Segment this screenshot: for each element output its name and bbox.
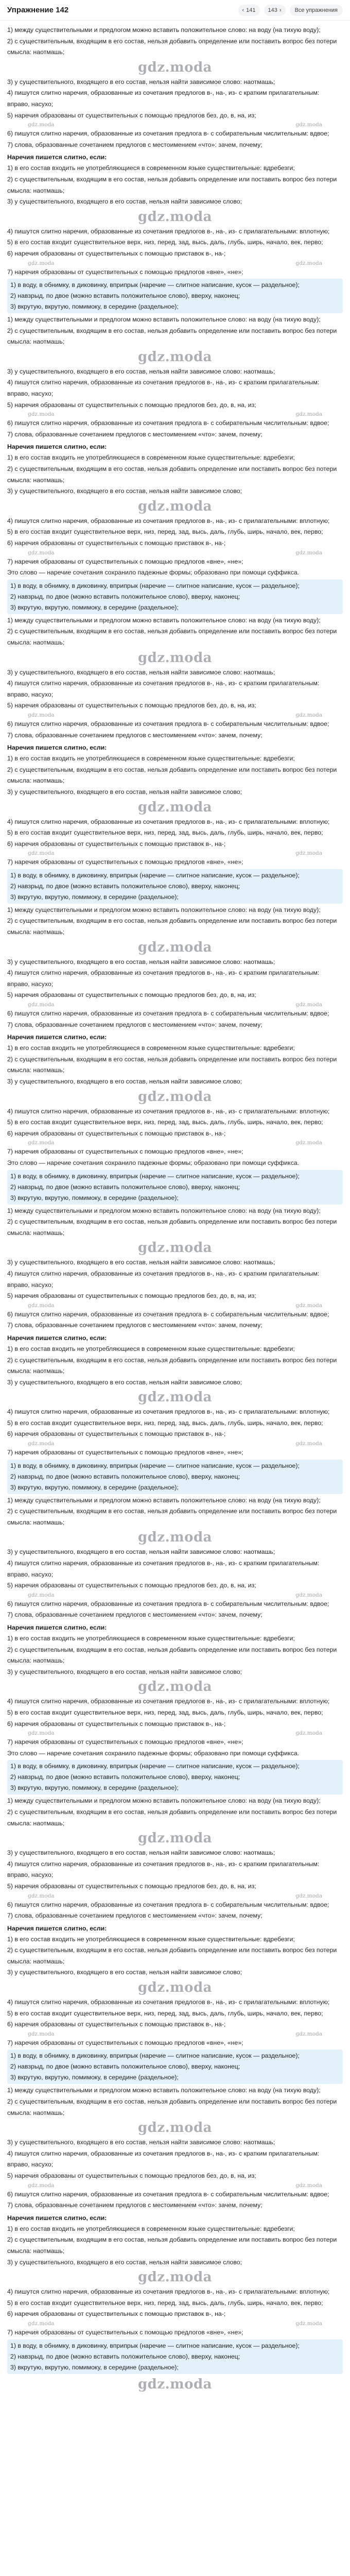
watermark-small: gdz.moda xyxy=(295,122,322,128)
list-item: 1) между существительными и предлогом можно вставить положительное слово: на воду (на тихую воду); xyxy=(7,2087,321,2094)
list-item: 5) наречия образованы от существительных с помощью предлогов без, до, в, на, из; xyxy=(7,111,256,119)
list-item: 6) пишутся слитно наречия, образованные из сочетания предлога в- с собирательным числительным: вдвое; xyxy=(7,1010,329,1018)
list-item: 4) пишутся слитно наречия, образованные из сочетания предлогов в-, на-, из- с кратким прилагательным: вправо, насухо; xyxy=(7,89,320,108)
watermark-row xyxy=(7,121,343,128)
block-heading: Наречия пишется слитно, если: xyxy=(7,1924,107,1932)
watermark-row xyxy=(7,850,343,857)
watermark-small: gdz.moda xyxy=(28,2030,55,2037)
list-item: 7) наречия образованы от существительных с помощью предлогов «вне», «не»; xyxy=(7,2039,243,2046)
list-item: 1) в его состав входить не употребляющиеся в современном языке существительные: вдребезги; xyxy=(7,2225,295,2232)
list-item: 3) у существительного, входящего в его состав, нельзя найти зависимое слово; xyxy=(7,1378,242,1386)
watermark: gdz.moda xyxy=(137,2269,213,2285)
watermark: gdz.moda xyxy=(137,1980,213,1996)
watermark: gdz.moda xyxy=(137,1679,213,1695)
list-item: 6) наречия образованы от существительных с помощью приставок в-, на-; xyxy=(7,840,226,848)
list-item: 5) в его состав входит существительное верх, низ, перед, зад, высь, даль, глубь, ширь, начало, век, перво; xyxy=(7,239,323,246)
list-item: 7) слова, образованные сочетанием предлогов с местоимением «что»: зачем, почему; xyxy=(7,1021,262,1028)
list-item: 1) между существительными и предлогом можно вставить положительное слово: на воду (на тихую воду); xyxy=(7,1496,321,1504)
exercise-navigation xyxy=(238,5,343,16)
answer-highlight xyxy=(7,2340,343,2374)
list-item: 2) с существительным, входящим в его состав, нельзя добавить определение или поставить вопрос без потери смысла: наотмашь; xyxy=(7,2098,337,2116)
answer-item: 1) в воду, в обнимку, в диковинку, вприпрык (наречие — слитное написание, кусок — раздельное); xyxy=(10,871,300,879)
watermark-small: gdz.moda xyxy=(295,2320,322,2327)
list-item: 4) пишутся слитно наречия, образованные из сочетания предлогов в-, на-, из- с прилагательными: вплотную; xyxy=(7,1698,330,1705)
list-item: 5) в его состав входит существительное верх, низ, перед, зад, высь, даль, глубь, ширь, начало, век, перво; xyxy=(7,2009,323,2017)
watermark-row xyxy=(7,1440,343,1447)
block-heading: Наречия пишется слитно, если: xyxy=(7,744,107,752)
list-item: 2) с существительным, входящим в его состав, нельзя добавить определение или поставить вопрос без потери смысла: наотмашь; xyxy=(7,628,337,646)
list-item: 7) слова, образованные сочетанием предлогов с местоимением «что»: зачем, почему; xyxy=(7,141,262,148)
watermark-small: gdz.moda xyxy=(28,1591,55,1598)
watermark-small: gdz.moda xyxy=(28,122,55,128)
watermark-row xyxy=(7,1730,343,1737)
list-item: 2) с существительным, входящим в его состав, нельзя добавить определение или поставить вопрос без потери смысла: наотмашь; xyxy=(7,1646,337,1665)
list-item: 2) с существительным, входящим в его состав, нельзя добавить определение или поставить вопрос без потери смысла: наотмашь; xyxy=(7,1218,337,1236)
answer-item: 1) в воду, в обнимку, в диковинку, вприпрык (наречие — слитное написание, кусок — раздельное); xyxy=(10,1172,300,1180)
list-item: 3) у существительного, входящего в его состав, нельзя найти зависимое слово: наотмашь; xyxy=(7,78,275,86)
list-item: 7) слова, образованные сочетанием предлогов с местоимением «что»: зачем, почему; xyxy=(7,2201,262,2209)
list-item: 5) наречия образованы от существительных с помощью предлогов без, до, в, на, из; xyxy=(7,401,256,409)
block-heading: Наречия пишется слитно, если: xyxy=(7,1624,107,1631)
list-item: 4) пишутся слитно наречия, образованные из сочетания предлогов в-, на-, из- с кратким прилагательным: вправо, насухо; xyxy=(7,2149,320,2168)
list-item: 2) с существительным, входящим в его состав, нельзя добавить определение или поставить вопрос без потери смысла: наотмашь; xyxy=(7,37,337,56)
watermark-small: gdz.moda xyxy=(295,1440,322,1447)
list-item: 2) с существительным, входящим в его состав, нельзя добавить определение или поставить вопрос без потери смысла: наотмашь; xyxy=(7,1808,337,1827)
list-item: 4) пишутся слитно наречия, образованные из сочетания предлогов в-, на-, из- с прилагательными: вплотную; xyxy=(7,227,330,235)
watermark-small: gdz.moda xyxy=(295,1302,322,1309)
next-exercise-button[interactable] xyxy=(264,5,286,16)
list-item: 2) с существительным, входящим в его состав, нельзя добавить определение или поставить вопрос без потери смысла: наотмашь; xyxy=(7,1356,337,1375)
answer-item: 2) навзрыд, по двое (можно вставить положительное слово), вверху, наконец; xyxy=(10,1183,240,1191)
list-item: 3) у существительного, входящего в его состав, нельзя найти зависимое слово: наотмашь; xyxy=(7,1548,275,1556)
list-item: 6) наречия образованы от существительных с помощью приставок в-, на-; xyxy=(7,2021,226,2028)
prev-exercise-label: 141 xyxy=(246,7,256,13)
list-item: 1) между существительными и предлогом можно вставить положительное слово: на воду (на тихую воду); xyxy=(7,906,321,913)
answer-item: 3) вкрутую, вкрутую, помимоку, в середине (раздельное); xyxy=(10,1194,179,1201)
list-item: 5) наречия образованы от существительных с помощью предлогов без, до, в, на, из; xyxy=(7,1582,256,1589)
exercise-header xyxy=(0,0,350,21)
answer-highlight xyxy=(7,869,343,904)
list-item: 4) пишутся слитно наречия, образованные из сочетания предлогов в-, на-, из- с кратким прилагательным: вправо, насухо; xyxy=(7,969,320,988)
watermark-small: gdz.moda xyxy=(295,1892,322,1899)
list-item: 5) в его состав входит существительное верх, низ, перед, зад, высь, даль, глубь, ширь, начало, век, перво; xyxy=(7,1118,323,1126)
answer-item: 2) навзрыд, по двое (можно вставить положительное слово), вверху, наконец; xyxy=(10,292,240,300)
list-item: 3) у существительного, входящего в его состав, нельзя найти зависимое слово; xyxy=(7,788,242,795)
answer-item: 2) навзрыд, по двое (можно вставить положительное слово), вверху, наконец; xyxy=(10,592,240,600)
list-item: 4) пишутся слитно наречия, образованные из сочетания предлогов в-, на-, из- с кратким прилагательным: вправо, насухо; xyxy=(7,1269,320,1289)
watermark-row xyxy=(7,2182,343,2189)
next-exercise-label: 143 xyxy=(268,7,277,13)
watermark-small: gdz.moda xyxy=(28,711,55,718)
answer-item: 2) навзрыд, по двое (можно вставить положительное слово), вверху, наконец; xyxy=(10,2352,240,2360)
answer-item: 1) в воду, в обнимку, в диковинку, вприпрык (наречие — слитное написание, кусок — раздельное); xyxy=(10,281,300,289)
list-item: 2) с существительным, входящим в его состав, нельзя добавить определение или поставить вопрос без потери смысла: наотмашь; xyxy=(7,2236,337,2255)
chevron-left-icon: ‹ xyxy=(242,7,244,13)
answer-item: 1) в воду, в обнимку, в диковинку, вприпрык (наречие — слитное написание, кусок — раздельное); xyxy=(10,1462,300,1469)
block-heading: Наречия пишется слитно, если: xyxy=(7,1334,107,1342)
list-item: 4) пишутся слитно наречия, образованные из сочетания предлогов в-, на-, из- с кратким прилагательным: вправо, насухо; xyxy=(7,1860,320,1879)
list-item: 5) в его состав входит существительное верх, низ, перед, зад, высь, даль, глубь, ширь, начало, век, перво; xyxy=(7,829,323,837)
watermark-small: gdz.moda xyxy=(28,1892,55,1899)
watermark: gdz.moda xyxy=(137,939,213,955)
watermark-small: gdz.moda xyxy=(28,1730,55,1737)
answer-highlight xyxy=(7,580,343,614)
list-item: 5) наречия образованы от существительных с помощью предлогов без, до, в, на, из; xyxy=(7,1882,256,1890)
watermark-row xyxy=(7,1001,343,1008)
list-item: 6) пишутся слитно наречия, образованные из сочетания предлога в- с собирательным числительным: вдвое; xyxy=(7,2190,329,2198)
list-item: 1) в его состав входить не употребляющиеся в современном языке существительные: вдребезги; xyxy=(7,454,295,462)
list-item: 2) с существительным, входящим в его состав, нельзя добавить определение или поставить вопрос без потери смысла: наотмашь; xyxy=(7,465,337,484)
watermark-small: gdz.moda xyxy=(28,2182,55,2189)
list-item: 3) у существительного, входящего в его состав, нельзя найти зависимое слово; xyxy=(7,2258,242,2266)
answer-item: 3) вкрутую, вкрутую, помимоку, в середине (раздельное); xyxy=(10,303,179,311)
note-text: Это слово — наречие сочетания сохранило падежные формы; образовано при помощи суффикса. xyxy=(7,1749,300,1757)
page-title: Упражнение 142 xyxy=(7,6,69,14)
answer-item: 1) в воду, в обнимку, в диковинку, вприпрык (наречие — слитное написание, кусок — раздельное); xyxy=(10,2342,300,2349)
list-item: 4) пишутся слитно наречия, образованные из сочетания предлогов в-, на-, из- с прилагательными: вплотную; xyxy=(7,2288,330,2296)
watermark-small: gdz.moda xyxy=(295,2182,322,2189)
list-item: 7) наречия образованы от существительных с помощью предлогов «вне», «не»; xyxy=(7,1738,243,1746)
watermark-row xyxy=(7,1591,343,1599)
watermark-small: gdz.moda xyxy=(28,549,55,556)
answer-item: 3) вкрутую, вкрутую, помимоку, в середине (раздельное); xyxy=(10,893,179,901)
watermark: gdz.moda xyxy=(137,1530,213,1546)
list-item: 6) пишутся слитно наречия, образованные из сочетания предлога в- с собирательным числительным: вдвое; xyxy=(7,1600,329,1607)
watermark: gdz.moda xyxy=(137,1240,213,1256)
list-item: 1) в его состав входить не употребляющиеся в современном языке существительные: вдребезги; xyxy=(7,1635,295,1642)
watermark-row xyxy=(7,1139,343,1146)
list-item: 7) наречия образованы от существительных с помощью предлогов «вне», «не»; xyxy=(7,1449,243,1456)
list-item: 6) пишутся слитно наречия, образованные из сочетания предлога в- с собирательным числительным: вдвое; xyxy=(7,130,329,138)
answer-item: 1) в воду, в обнимку, в диковинку, вприпрык (наречие — слитное написание, кусок — раздельное); xyxy=(10,582,300,589)
watermark-small: gdz.moda xyxy=(28,1302,55,1309)
list-item: 3) у существительного, входящего в его состав, нельзя найти зависимое слово; xyxy=(7,198,242,206)
list-item: 6) пишутся слитно наречия, образованные из сочетания предлога в- с собирательным числительным: вдвое; xyxy=(7,419,329,427)
answer-item: 2) навзрыд, по двое (можно вставить положительное слово), вверху, наконец; xyxy=(10,1773,240,1781)
list-item: 3) у существительного, входящего в его состав, нельзя найти зависимое слово: наотмашь; xyxy=(7,958,275,965)
note-text: Это слово — наречие сочетания сохранило падежные формы; образовано при помощи суффикса. xyxy=(7,1159,300,1166)
watermark-row xyxy=(7,411,343,418)
list-item: 5) наречия образованы от существительных с помощью предлогов без, до, в, на, из; xyxy=(7,2172,256,2179)
list-item: 2) с существительным, входящим в его состав, нельзя добавить определение или поставить вопрос без потери смысла: наотмашь; xyxy=(7,917,337,936)
list-item: 7) слова, образованные сочетанием предлогов с местоимением «что»: зачем, почему; xyxy=(7,1611,262,1619)
list-item: 7) наречия образованы от существительных с помощью предлогов «вне», «не»; xyxy=(7,268,243,276)
answer-item: 3) вкрутую, вкрутую, помимоку, в середине (раздельное); xyxy=(10,2074,179,2081)
list-item: 6) наречия образованы от существительных с помощью приставок в-, на-; xyxy=(7,1430,226,1438)
watermark-small: gdz.moda xyxy=(28,850,55,857)
answer-item: 1) в воду, в обнимку, в диковинку, вприпрык (наречие — слитное написание, кусок — раздельное); xyxy=(10,1762,300,1770)
list-item: 3) у существительного, входящего в его состав, нельзя найти зависимое слово; xyxy=(7,487,242,495)
answer-highlight xyxy=(7,1170,343,1205)
watermark-row xyxy=(7,549,343,556)
list-item: 5) наречия образованы от существительных с помощью предлогов без, до, в, на, из; xyxy=(7,702,256,709)
list-item: 7) наречия образованы от существительных с помощью предлогов «вне», «не»; xyxy=(7,858,243,866)
list-item: 4) пишутся слитно наречия, образованные из сочетания предлогов в-, на-, из- с прилагательными: вплотную; xyxy=(7,1408,330,1416)
list-item: 2) с существительным, входящим в его состав, нельзя добавить определение или поставить вопрос без потери смысла: наотмашь; xyxy=(7,766,337,785)
watermark: gdz.moda xyxy=(137,209,213,225)
answer-item: 3) вкрутую, вкрутую, помимоку, в середине (раздельное); xyxy=(10,1784,179,1792)
watermark: gdz.moda xyxy=(137,1389,213,1405)
answer-highlight xyxy=(7,279,343,313)
list-item: 6) наречия образованы от существительных с помощью приставок в-, на-; xyxy=(7,2310,226,2318)
watermark-small: gdz.moda xyxy=(295,260,322,266)
watermark: gdz.moda xyxy=(137,498,213,514)
chevron-right-icon: › xyxy=(279,7,282,13)
block-heading: Наречия пишется слитно, если: xyxy=(7,443,107,451)
answer-item: 3) вкрутую, вкрутую, помимоку, в середине (раздельное); xyxy=(10,2363,179,2371)
list-item: 3) у существительного, входящего в его состав, нельзя найти зависимое слово: наотмашь; xyxy=(7,1259,275,1266)
watermark-small: gdz.moda xyxy=(295,1140,322,1146)
list-item: 1) между существительными и предлогом можно вставить положительное слово: на воду (на тихую воду); xyxy=(7,1797,321,1805)
watermark: gdz.moda xyxy=(137,1089,213,1105)
list-item: 6) наречия образованы от существительных с помощью приставок в-, на-; xyxy=(7,1720,226,1727)
list-item: 2) с существительным, входящим в его состав, нельзя добавить определение или поставить вопрос без потери смысла: наотмашь; xyxy=(7,1055,337,1074)
list-item: 1) между существительными и предлогом можно вставить положительное слово: на воду (на тихую воду); xyxy=(7,616,321,624)
answer-item: 2) навзрыд, по двое (можно вставить положительное слово), вверху, наконец; xyxy=(10,2063,240,2071)
watermark-small: gdz.moda xyxy=(295,850,322,857)
watermark-row xyxy=(7,260,343,267)
answer-highlight xyxy=(7,1460,343,1494)
watermark-small: gdz.moda xyxy=(28,1002,55,1008)
list-item: 7) слова, образованные сочетанием предлогов с местоимением «что»: зачем, почему; xyxy=(7,1321,262,1329)
block-heading: Наречия пишется слитно, если: xyxy=(7,2214,107,2222)
watermark-small: gdz.moda xyxy=(295,2030,322,2037)
watermark-row xyxy=(7,711,343,719)
list-item: 4) пишутся слитно наречия, образованные из сочетания предлогов в-, на-, из- с кратким прилагательным: вправо, насухо; xyxy=(7,680,320,698)
list-item: 1) в его состав входить не употребляющиеся в современном языке существительные: вдребезги; xyxy=(7,1345,295,1352)
watermark-small: gdz.moda xyxy=(28,1440,55,1447)
list-item: 4) пишутся слитно наречия, образованные из сочетания предлогов в-, на-, из- с прилагательными: вплотную; xyxy=(7,517,330,524)
list-item: 1) между существительными и предлогом можно вставить положительное слово: на воду (на тихую воду); xyxy=(7,26,321,33)
list-item: 6) пишутся слитно наречия, образованные из сочетания предлога в- с собирательным числительным: вдвое; xyxy=(7,720,329,727)
watermark-small: gdz.moda xyxy=(295,1730,322,1737)
list-item: 5) в его состав входит существительное верх, низ, перед, зад, высь, даль, глубь, ширь, начало, век, перво; xyxy=(7,528,323,536)
list-item: 2) с существительным, входящим в его состав, нельзя добавить определение или поставить вопрос без потери смысла: наотмашь; xyxy=(7,1946,337,1965)
list-item: 3) у существительного, входящего в его состав, нельзя найти зависимое слово; xyxy=(7,1969,242,1976)
answer-item: 2) навзрыд, по двое (можно вставить положительное слово), вверху, наконец; xyxy=(10,882,240,890)
list-item: 1) в его состав входить не употребляющиеся в современном языке существительные: вдребезги; xyxy=(7,1935,295,1943)
list-item: 6) наречия образованы от существительных с помощью приставок в-, на-; xyxy=(7,539,226,547)
list-item: 4) пишутся слитно наречия, образованные из сочетания предлогов в-, на-, из- с прилагательными: вплотную; xyxy=(7,1998,330,2006)
list-item: 7) наречия образованы от существительных с помощью предлогов «вне», «не»; xyxy=(7,2328,243,2336)
watermark-small: gdz.moda xyxy=(295,1591,322,1598)
list-item: 1) между существительными и предлогом можно вставить положительное слово: на воду (на тихую воду); xyxy=(7,316,321,324)
list-item: 4) пишутся слитно наречия, образованные из сочетания предлогов в-, на-, из- с прилагательными: вплотную; xyxy=(7,818,330,825)
answer-item: 1) в воду, в обнимку, в диковинку, вприпрык (наречие — слитное написание, кусок — раздельное); xyxy=(10,2052,300,2060)
watermark-small: gdz.moda xyxy=(295,711,322,718)
watermark: gdz.moda xyxy=(137,59,213,75)
list-item: 5) в его состав входит существительное верх, низ, перед, зад, высь, даль, глубь, ширь, начало, век, перво; xyxy=(7,1419,323,1427)
list-item: 6) наречия образованы от существительных с помощью приставок в-, на-; xyxy=(7,249,226,257)
watermark-row xyxy=(7,1302,343,1309)
watermark-row xyxy=(7,2030,343,2038)
list-item: 3) у существительного, входящего в его состав, нельзя найти зависимое слово; xyxy=(7,1078,242,1085)
watermark: gdz.moda xyxy=(137,2120,213,2136)
block-heading: Наречия пишется слитно, если: xyxy=(7,154,107,161)
note-text: Это слово — наречие сочетания сохранило падежные формы; образовано при помощи суффикса. xyxy=(7,569,300,577)
watermark-small: gdz.moda xyxy=(28,2320,55,2327)
list-item: 7) слова, образованные сочетанием предлогов с местоимением «что»: зачем, почему; xyxy=(7,731,262,739)
exercise-content xyxy=(0,21,350,2394)
list-item: 7) слова, образованные сочетанием предлогов с местоимением «что»: зачем, почему; xyxy=(7,430,262,438)
answer-item: 3) вкрутую, вкрутую, помимоку, в середине (раздельное); xyxy=(10,603,179,611)
watermark: gdz.moda xyxy=(137,2376,213,2392)
list-item: 5) наречия образованы от существительных с помощью предлогов без, до, в, на, из; xyxy=(7,991,256,999)
list-item: 5) в его состав входит существительное верх, низ, перед, зад, высь, даль, глубь, ширь, начало, век, перво; xyxy=(7,1708,323,1716)
list-item: 7) наречия образованы от существительных с помощью предлогов «вне», «не»; xyxy=(7,1148,243,1156)
list-item: 3) у существительного, входящего в его состав, нельзя найти зависимое слово; xyxy=(7,1668,242,1675)
list-item: 4) пишутся слитно наречия, образованные из сочетания предлогов в-, на-, из- с прилагательными: вплотную; xyxy=(7,1107,330,1115)
block-heading: Наречия пишется слитно, если: xyxy=(7,1033,107,1041)
watermark-small: gdz.moda xyxy=(28,1140,55,1146)
list-item: 2) с существительным, входящим в его состав, нельзя добавить определение или поставить вопрос без потери смысла: наотмашь; xyxy=(7,175,337,194)
answer-highlight xyxy=(7,2049,343,2084)
list-item: 2) с существительным, входящим в его состав, нельзя добавить определение или поставить вопрос без потери смысла: наотмашь; xyxy=(7,1507,337,1526)
list-item: 5) наречия образованы от существительных с помощью предлогов без, до, в, на, из; xyxy=(7,1292,256,1300)
watermark: gdz.moda xyxy=(137,1831,213,1846)
answer-item: 2) навзрыд, по двое (можно вставить положительное слово), вверху, наконец; xyxy=(10,1472,240,1480)
list-item: 1) между существительными и предлогом можно вставить положительное слово: на воду (на тихую воду); xyxy=(7,1207,321,1214)
list-item: 1) в его состав входить не употребляющиеся в современном языке существительные: вдребезги; xyxy=(7,1044,295,1052)
answer-item: 3) вкрутую, вкрутую, помимоку, в середине (раздельное); xyxy=(10,1483,179,1491)
list-item: 4) пишутся слитно наречия, образованные из сочетания предлогов в-, на-, из- с кратким прилагательным: вправо, насухо; xyxy=(7,1560,320,1578)
list-item: 3) у существительного, входящего в его состав, нельзя найти зависимое слово: наотмашь; xyxy=(7,1849,275,1857)
watermark-small: gdz.moda xyxy=(28,411,55,418)
all-exercises-button[interactable]: Все упражнения xyxy=(290,5,343,16)
list-item: 1) в его состав входить не употребляющиеся в современном языке существительные: вдребезги; xyxy=(7,164,295,172)
list-item: 6) наречия образованы от существительных с помощью приставок в-, на-; xyxy=(7,1129,226,1137)
list-item: 4) пишутся слитно наречия, образованные из сочетания предлогов в-, на-, из- с кратким прилагательным: вправо, насухо; xyxy=(7,379,320,398)
list-item: 3) у существительного, входящего в его состав, нельзя найти зависимое слово: наотмашь; xyxy=(7,668,275,676)
list-item: 2) с существительным, входящим в его состав, нельзя добавить определение или поставить вопрос без потери смысла: наотмашь; xyxy=(7,327,337,346)
watermark: gdz.moda xyxy=(137,799,213,815)
list-item: 6) пишутся слитно наречия, образованные из сочетания предлога в- с собирательным числительным: вдвое; xyxy=(7,1310,329,1318)
watermark-small: gdz.moda xyxy=(295,411,322,418)
list-item: 6) пишутся слитно наречия, образованные из сочетания предлога в- с собирательным числительным: вдвое; xyxy=(7,1901,329,1908)
watermark-row xyxy=(7,2320,343,2327)
watermark: gdz.moda xyxy=(137,650,213,666)
watermark-small: gdz.moda xyxy=(28,260,55,266)
list-item: 3) у существительного, входящего в его состав, нельзя найти зависимое слово: наотмашь; xyxy=(7,367,275,375)
watermark-small: gdz.moda xyxy=(295,549,322,556)
watermark-small: gdz.moda xyxy=(295,1002,322,1008)
watermark-row xyxy=(7,1892,343,1900)
list-item: 7) слова, образованные сочетанием предлогов с местоимением «что»: зачем, почему; xyxy=(7,1912,262,1920)
list-item: 7) наречия образованы от существительных с помощью предлогов «вне», «не»; xyxy=(7,557,243,565)
list-item: 5) в его состав входит существительное верх, низ, перед, зад, высь, даль, глубь, ширь, начало, век, перво; xyxy=(7,2299,323,2307)
prev-exercise-button[interactable] xyxy=(238,5,260,16)
list-item: 1) в его состав входить не употребляющиеся в современном языке существительные: вдребезги; xyxy=(7,755,295,762)
answer-highlight xyxy=(7,1760,343,1794)
watermark: gdz.moda xyxy=(137,349,213,365)
list-item: 3) у существительного, входящего в его состав, нельзя найти зависимое слово: наотмашь; xyxy=(7,2139,275,2146)
